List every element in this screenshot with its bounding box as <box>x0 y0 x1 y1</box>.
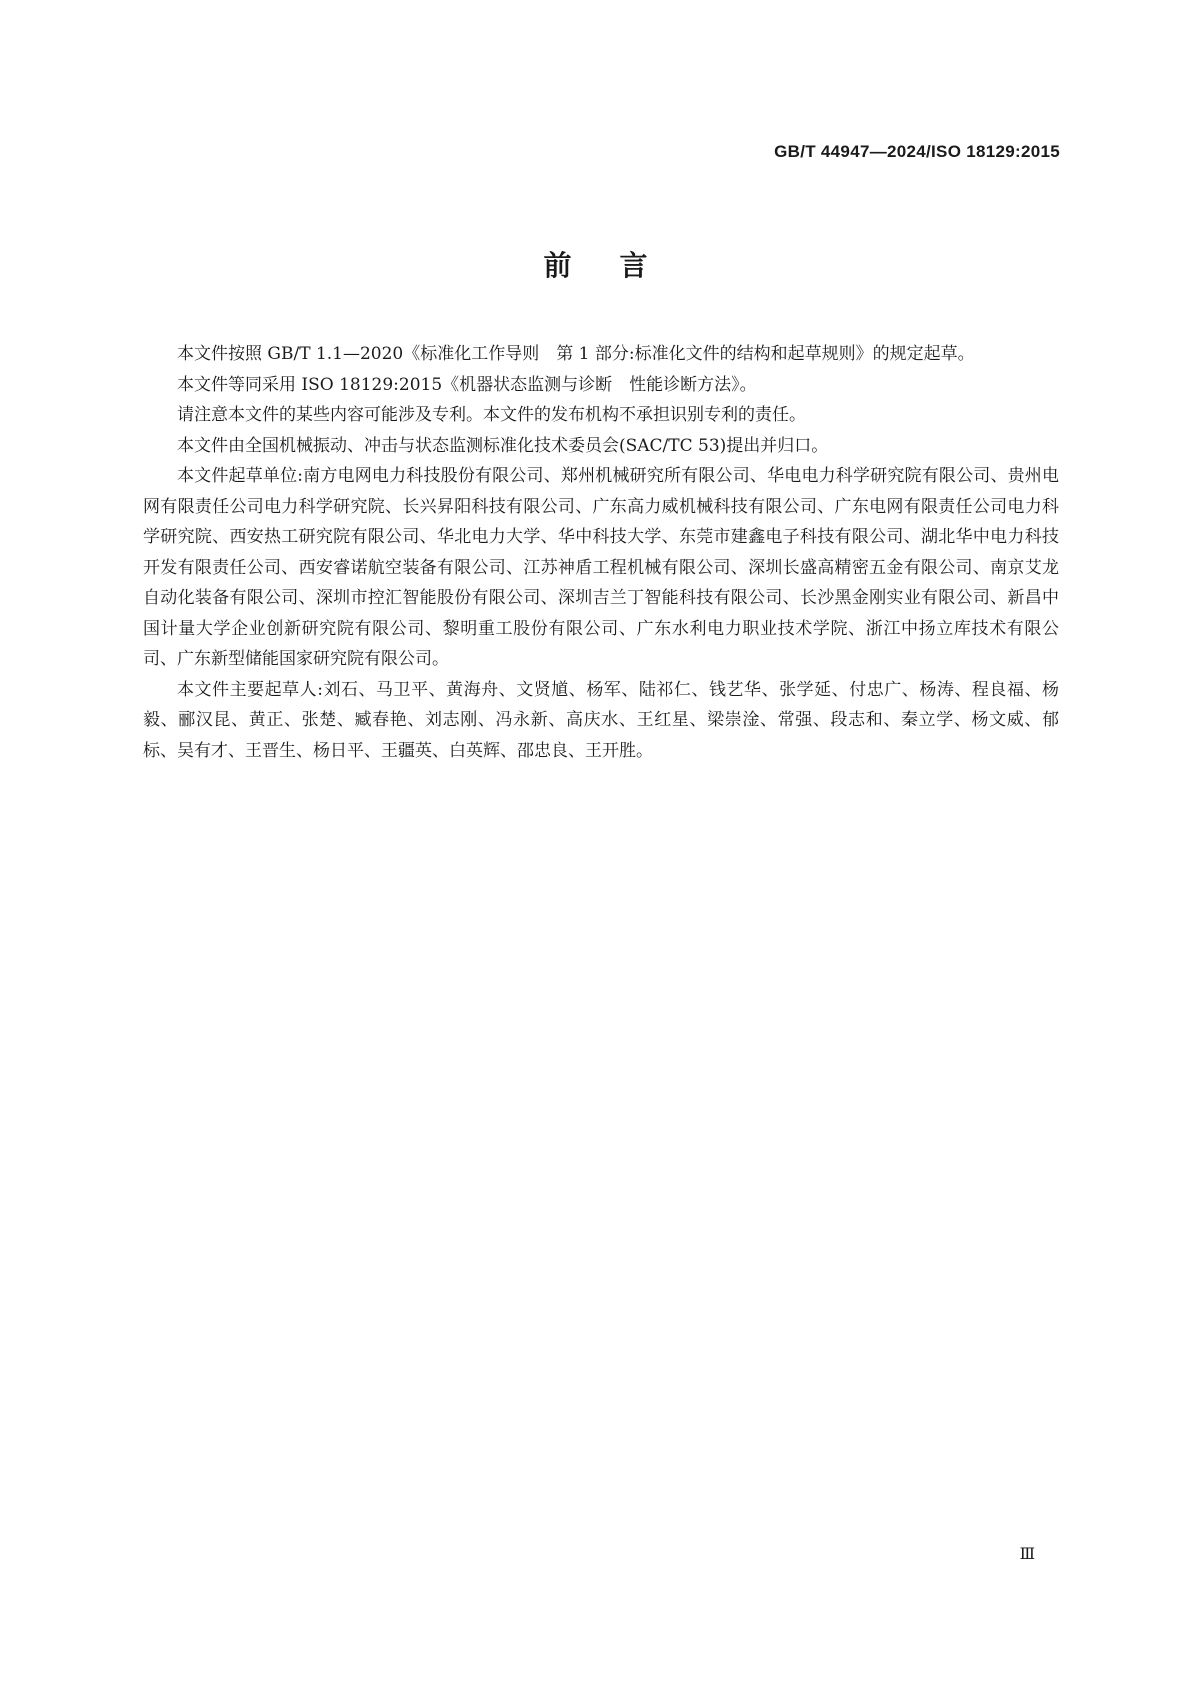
page-title: 前言 <box>543 249 696 282</box>
paragraph-drafters: 本文件主要起草人:刘石、马卫平、黄海舟、文贤馗、杨军、陆祁仁、钱艺华、张学延、付忠广、杨涛、程良福、杨毅、郦汉昆、黄正、张楚、臧春艳、刘志刚、冯永新、高庆水、王红星、梁崇淦、常强、段志和、秦立学、杨文威、郁标、吴有才、王晋生、杨日平、王疆英、白英辉、邵忠良、王开胜。 <box>143 679 1059 761</box>
page-number: Ⅲ <box>1019 1544 1035 1563</box>
paragraph-adoption: 本文件等同采用 ISO 18129:2015《机器状态监测与诊断 性能诊断方法》。 <box>177 374 757 395</box>
paragraph-drafting-units: 本文件起草单位:南方电网电力科技股份有限公司、郑州机械研究所有限公司、华电电力科学研究院有限公司、贵州电网有限责任公司电力科学研究院、长兴昇阳科技有限公司、广东高力威机械科技有限公司、广东电网有限责任公司电力科学研究院、西安热工研究院有限公司、华北电力大学、华中科技大学、东莞市建鑫电子科技有限公司、湖北华中电力科技开发有限责任公司、西安睿诺航空装备有限公司、江苏神盾工程机械有限公司、深圳长盛高精密五金有限公司、南京艾龙自动化装备有限公司、深圳市控汇智能股份有限公司、深圳吉兰丁智能科技有限公司、长沙黑金刚实业有限公司、新昌中国计量大学企业创新研究院有限公司、黎明重工股份有限公司、广东水利电力职业技术学院、浙江中扬立库技术有限公司、广东新型储能国家研究院有限公司。 <box>143 466 1059 669</box>
paragraph-committee: 本文件由全国机械振动、冲击与状态监测标准化技术委员会(SAC/TC 53)提出并归口。 <box>177 435 829 456</box>
paragraph-patent-notice: 请注意本文件的某些内容可能涉及专利。本文件的发布机构不承担识别专利的责任。 <box>177 405 806 425</box>
foreword-body <box>143 339 1059 766</box>
paragraph-drafting-rules: 本文件按照 GB/T 1.1—2020《标准化工作导则 第 1 部分:标准化文件的结构和起草规则》的规定起草。 <box>177 344 975 364</box>
standard-code-header: GB/T 44947—2024/ISO 18129:2015 <box>774 142 1060 161</box>
